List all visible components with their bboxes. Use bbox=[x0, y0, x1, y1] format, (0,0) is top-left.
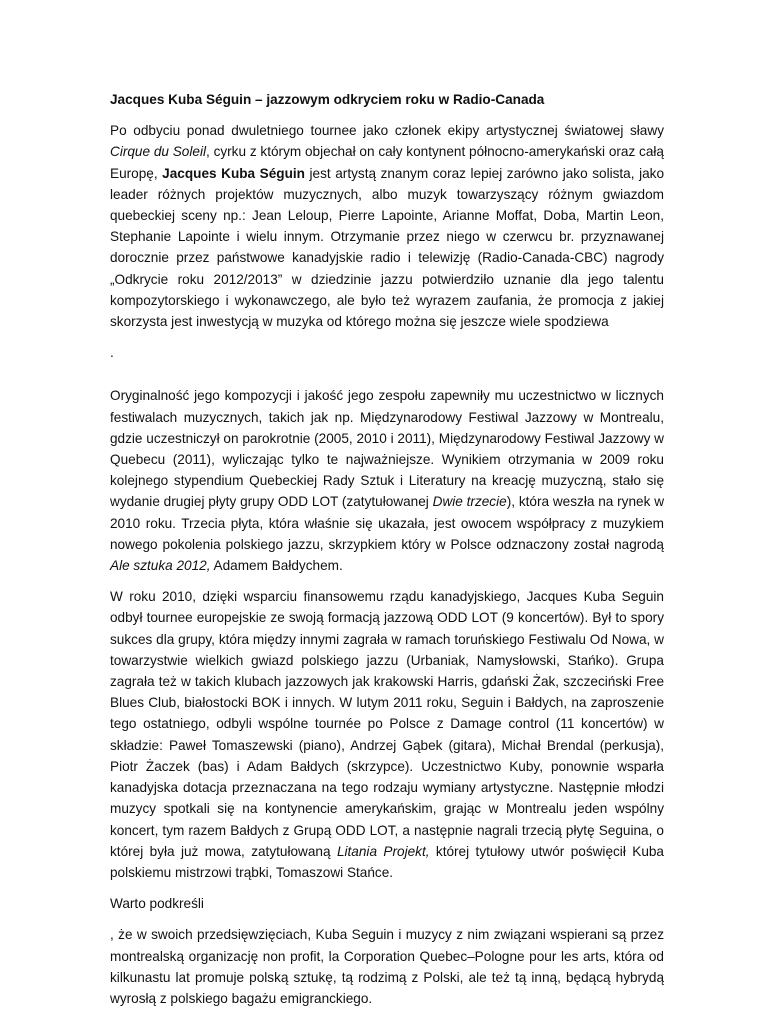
album-dwie-trzecie: Dwie trzecie bbox=[432, 494, 507, 510]
tours-text-b: której tytułowy utwór poświęcił Kuba polskiemu mistrzowi trąbki, Tomaszowi Stańce. bbox=[110, 843, 664, 880]
intro-text-a: Po odbyciu ponad dwuletniego tournee jako członek ekipy artystycznej światowej sławy bbox=[110, 123, 664, 139]
paragraph-tours bbox=[110, 586, 664, 883]
paragraph-festivals bbox=[110, 385, 664, 576]
paragraph-intro bbox=[110, 120, 664, 332]
document-title: Jacques Kuba Séguin – jazzowym odkryciem roku w Radio-Canada bbox=[110, 92, 545, 107]
cirque-du-soleil: Cirque du Soleil bbox=[110, 144, 206, 160]
stray-dot: . bbox=[110, 345, 114, 361]
festivals-text-c: Adamem Bałdychem. bbox=[210, 558, 343, 574]
festivals-text-b: ), która weszła na rynek w 2010 roku. Trzecia płyta, która właśnie się ukazała, jest owocem współpracy z muzykiem nowego pokolenia polskiego jazzu, skrzypkiem który w Polsce odznaczony został nagrodą bbox=[110, 494, 665, 552]
intro-text-b: , cyrku z którym objechał on cały kontynent północno-amerykański oraz całą Europę, bbox=[110, 144, 664, 181]
tours-text-a: W roku 2010, dzięki wsparciu finansowemu rządu kanadyjskiego, Jacques Kuba Seguin odbył tournee europejskie ze swoją formacją jazzową ODD LOT (9 koncertów). Był to spory sukces dla grupy, która między innymi zagrała w ramach toruńskiego Festiwalu Od Nowa, w towarzystwie wielkich gwiazd polskiego jazzu (Urbaniak, Namysłowski, Stańko). Grupa zagrała też w takich klubach jazzowych jak krakowski Harris, gdański Żak, szczeciński Free Blues Club, białostocki BOK i innych. W lutym 2011 roku, Seguin i Bałdych, na zaproszenie tego ostatniego, odbyli wspólne tournée po Polsce z Damage control (11 koncertów) w składzie: Paweł Tomaszewski (piano), Andrzej Gąbek (gitara), Michał Brendal (perkusja), Piotr Żaczek (bas) i Adam Bałdych (skrzypce). Uczestnictwo Kuby, ponownie wsparła kanadyjska dotacja przeznaczana na tego rodzaju wymiany artystyczne. Następnie młodzi muzycy spotkali się na kontynencie amerykańskim, grając w Montrealu jeden wspólny koncert, tym razem Bałdych z Grupą ODD LOT, a następnie nagrali trzecią płytę Seguina, o której była już mowa, zatytułowaną bbox=[110, 589, 664, 859]
award-name: Ale sztuka 2012, bbox=[110, 558, 211, 574]
intro-text-c: jest artystą znanym coraz lepiej zarówno jako solista, jako leader różnych projektów muzycznych, albo muzyk towarzyszący różnym gwiazdom quebeckiej sceny np.: Jean Leloup, Pierre Lapointe, Arianne Moffat, Doba, Martin Leon, Stephanie Lapointe i wielu innym. Otrzymanie przez niego w czerwcu br. przyznawanej dorocznie przez państwowe kanadyjskie radio i telewizję (Radio-Canada-CBC) nagrody „Odkrycie roku 2012/2013” w dziedzinie jazzu potwierdziło uznanie dla jego talentu kompozytorskiego i wykonawczego, ale było też wyrazem zaufania, że promocja z jakiej skorzysta jest inwestycją w muzyka od którego można się jeszcze wiele spodziewa bbox=[110, 165, 665, 330]
artist-name: Jacques Kuba Séguin bbox=[162, 165, 305, 181]
album-litania-projekt: Litania Projekt, bbox=[336, 843, 430, 859]
festivals-text-a: Oryginalność jego kompozycji i jakość jego zespołu zapewniły mu uczestnictwo w licznych festiwalach muzycznych, takich jak np. Międzynarodowy Festiwal Jazzowy w Montrealu, gdzie uczestniczył on parokrotnie (2005, 2010 i 2011), Międzynarodowy Festiwal Jazzowy w Quebecu (2011), wyliczając tylko te najważniejsze. Wynikiem otrzymania w 2009 roku kolejnego stypendium Quebeckiej Rady Sztuk i Literatury na kreację muzyczną, stało się wydanie drugiej płyty grupy ODD LOT (zatytułowanej bbox=[110, 388, 664, 510]
paragraph-corporation: , że w swoich przedsięwzięciach, Kuba Seguin i muzycy z nim związani wspierani są przez montrealską organizację non profit, la Corporation Quebec–Pologne pour les arts, która od kilkunastu lat promuje polską sztukę, tą rodzimą z Polski, ale też tą inną, będącą hybrydą wyrosłą z polskiego bagażu emigranckiego. bbox=[110, 927, 664, 1006]
paragraph-warto: Warto podkreśli bbox=[110, 896, 204, 912]
